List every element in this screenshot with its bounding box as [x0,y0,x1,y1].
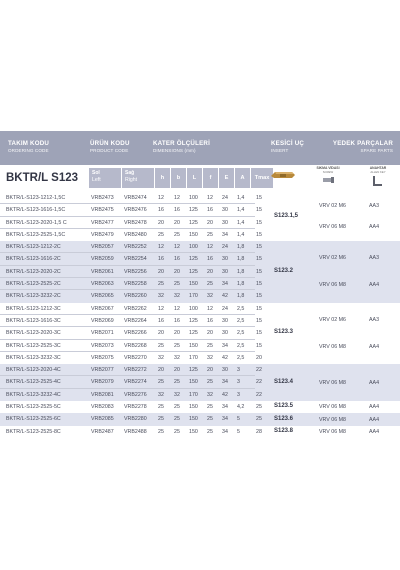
dimension-cell: 170 [189,391,198,398]
ordering-code-cell: BKTR/L-S123-1616-2C [6,256,61,263]
dimension-cell: 125 [189,219,198,226]
dimension-cell: 12 [207,195,213,201]
product-code-cell: VRB2478 [124,219,147,226]
row-group [0,413,400,425]
product-code-cell: VRB2474 [124,195,147,201]
dimension-cell: 20 [158,268,164,275]
header-dimensions [153,140,210,153]
dimension-cell: 15 [256,293,262,300]
table-row [0,303,400,315]
dimension-cell: 25 [174,342,180,349]
header-ordering-sub: ORDERING CODE [8,148,49,153]
header-spare-parts [331,140,393,153]
dimension-cell: 1,8 [237,281,245,288]
screw-code: VRV 06 M8 [319,282,346,289]
dimension-cell: 125 [189,330,198,337]
dimension-cell: 25 [256,416,262,423]
dimension-cell: 15 [256,281,262,288]
product-code-cell: VRB2274 [124,379,147,386]
dimension-cell: 3 [237,391,240,398]
table-row [0,352,400,364]
dimension-cell: 32 [207,293,213,300]
screw-part-sub: SCREW [322,170,334,174]
dimension-cell: 20 [207,367,213,374]
dimension-cell: 25 [174,428,180,435]
dimension-cell: 20 [174,268,180,275]
product-code-cell: VRB2264 [124,317,147,324]
dimension-cell: 25 [158,342,164,349]
left-hand-head [89,168,121,188]
dimension-cell: 30 [222,219,228,226]
dimension-cell: 34 [222,231,228,238]
product-code-cell: VRB2256 [124,268,147,275]
table-row [0,327,400,339]
dimension-cell: 34 [222,404,228,411]
key-code: AA4 [369,404,380,411]
dimension-cell: 22 [256,367,262,374]
header-spares-main: YEDEK PARÇALAR [332,140,393,147]
product-code-cell: VRB2254 [124,256,147,263]
ordering-code-cell: BKTR/L-S123-3232-4C [6,391,61,398]
dimension-cell: 20 [207,268,213,275]
dimension-cell: 25 [158,416,164,423]
dimension-cell: 12 [158,305,164,312]
row-group [0,303,400,365]
dimension-cell: 42 [222,354,228,361]
dimension-cell: 30 [222,268,228,275]
dimension-cell: 32 [174,391,180,398]
dimension-cell: 12 [174,195,180,201]
dimension-cell: 2,5 [237,354,245,361]
dimension-cell: 24 [222,195,228,201]
dimension-cell: 16 [174,256,180,263]
dimension-cell: 34 [222,379,228,386]
dim-head-a: A [235,168,250,188]
key-part-sub: ALLEN KEY [370,170,386,174]
product-code-cell: VRB2079 [91,379,114,386]
dimension-cell: 1,4 [237,195,245,201]
product-code-cell: VRB2260 [124,293,147,300]
ordering-code-cell: BKTR/L-S123-2020-3C [6,330,61,337]
dimension-cell: 30 [222,367,228,374]
dimension-cell: 16 [174,207,180,214]
dimension-cell: 170 [189,293,198,300]
header-ordering-code [8,140,49,153]
product-code-cell: VRB2065 [91,293,114,300]
screw-code: VRV 06 M8 [319,343,346,350]
dimension-cell: 25 [207,231,213,238]
table-row [0,290,400,302]
dimension-cell: 2,5 [237,342,245,349]
dimension-cell: 20 [207,219,213,226]
dimension-cell: 25 [207,428,213,435]
dimension-cell: 42 [222,391,228,398]
allen-key-icon [371,175,385,187]
dimension-cell: 125 [189,256,198,263]
product-code-cell: VRB2477 [91,219,114,226]
product-code-cell: VRB2252 [124,244,147,251]
dim-head-f: f [203,168,218,188]
ordering-code-cell: BKTR/L-S123-2525-3C [6,342,61,349]
dimension-cell: 32 [158,391,164,398]
dimension-cell: 15 [256,244,262,251]
dimension-cell: 5 [237,416,240,423]
dimension-cell: 20 [158,367,164,374]
ordering-code-cell: BKTR/L-S123-1212-1,5C [6,195,66,201]
dimension-cell: 42 [222,293,228,300]
dimension-cell: 12 [207,244,213,251]
ordering-code-cell: BKTR/L-S123-2525-1,5C [6,231,66,238]
left-hand-label: Sol [92,170,100,176]
dimension-cell: 12 [174,244,180,251]
ordering-code-cell: BKTR/L-S123-2525-6C [6,416,61,423]
dimension-cell: 34 [222,342,228,349]
dimension-cell: 20 [174,367,180,374]
dimension-cell: 25 [207,379,213,386]
key-code: AA4 [369,428,380,435]
table-row [0,229,400,241]
dimension-cell: 12 [158,244,164,251]
screw-code: VRV 02 M6 [319,255,346,262]
screw-part [314,166,342,188]
dimension-cell: 22 [256,379,262,386]
dimension-cell: 125 [189,207,198,214]
header-insert-sub: INSERT [271,148,289,153]
dimension-cell: 100 [189,195,198,201]
dimension-cell: 16 [207,256,213,263]
product-code-cell: VRB2061 [91,268,114,275]
dimension-cell: 15 [256,268,262,275]
screw-code: VRV 02 M6 [319,316,346,323]
dimension-cell: 32 [174,354,180,361]
key-code: AA4 [369,282,380,289]
table-row [0,389,400,401]
key-code: AA3 [369,202,380,209]
dimension-cell: 25 [158,281,164,288]
dimension-cell: 5 [237,428,240,435]
dim-head-e: E [219,168,234,188]
dim-head-h: h [155,168,170,188]
table-row [0,364,400,376]
insert-code: S123.3 [274,329,294,336]
product-code-cell: VRB2479 [91,231,114,238]
right-hand-label: Sağ [125,170,135,176]
insert-code: S123.5 [274,403,294,410]
dimension-cell: 15 [256,219,262,226]
product-code-cell: VRB2067 [91,305,114,312]
screw-part-label: SIKMA VİDASI [316,166,340,170]
header-product-sub: PRODUCT CODE [90,148,129,153]
series-title: BKTR/L S123 [6,172,79,184]
dimension-cell: 32 [158,293,164,300]
dimension-cell: 16 [158,317,164,324]
dimension-cell: 100 [189,244,198,251]
dimension-cell: 16 [207,317,213,324]
dimension-cell: 150 [189,416,198,423]
key-part [364,166,392,188]
dimension-cell: 15 [256,195,262,201]
dimension-cell: 2,5 [237,317,245,324]
product-code-cell: VRB2266 [124,330,147,337]
dimension-cell: 125 [189,367,198,374]
product-code-cell: VRB2480 [124,231,147,238]
ordering-code-cell: BKTR/L-S123-2525-5C [6,404,61,411]
header-dimensions-main: KATER ÖLÇÜLERİ [153,140,210,147]
dimension-cell: 32 [207,354,213,361]
dimension-cell: 15 [256,305,262,312]
header-product-code [90,140,130,153]
dimension-cell: 100 [189,305,198,312]
dimension-cell: 125 [189,317,198,324]
key-code: AA4 [369,379,380,386]
screw-code: VRV 06 M8 [319,224,346,231]
dimension-cell: 25 [207,342,213,349]
product-code-cell: VRB2071 [91,330,114,337]
insert-code: S123.8 [274,427,294,434]
dimension-cell: 20 [174,330,180,337]
dimension-cell: 32 [158,354,164,361]
product-code-cell: VRB2262 [124,305,147,312]
dimension-cell: 15 [256,342,262,349]
header-ordering-main: TAKIM KODU [8,140,50,147]
dimension-cell: 25 [158,231,164,238]
product-code-cell: VRB2268 [124,342,147,349]
dimension-cell: 2,5 [237,305,245,312]
header-insert [271,140,304,153]
dimension-cell: 34 [222,428,228,435]
header-product-main: ÜRÜN KODU [90,140,130,147]
dimension-cell: 1,8 [237,293,245,300]
dimension-cell: 30 [222,330,228,337]
dimension-cell: 25 [256,404,262,411]
screw-code: VRV 06 M8 [319,428,346,435]
dimension-cell: 32 [174,293,180,300]
product-code-cell: VRB2075 [91,354,114,361]
dimension-cell: 25 [207,416,213,423]
product-code-cell: VRB2083 [91,404,114,411]
key-code: AA4 [369,224,380,231]
product-code-cell: VRB2475 [91,207,114,214]
dimension-cell: 16 [207,207,213,214]
product-code-cell: VRB2085 [91,416,114,423]
ordering-code-cell: BKTR/L-S123-2020-1,5 C [6,219,67,226]
product-code-cell: VRB2059 [91,256,114,263]
row-group [0,241,400,303]
key-code: AA3 [369,316,380,323]
product-code-cell: VRB2063 [91,281,114,288]
dimension-cell: 125 [189,268,198,275]
product-code-cell: VRB2476 [124,207,147,214]
dimension-cell: 15 [256,256,262,263]
product-code-cell: VRB2487 [91,428,114,435]
dimension-cell: 150 [189,281,198,288]
dimension-cell: 20 [207,330,213,337]
product-code-cell: VRB2270 [124,354,147,361]
product-code-cell: VRB2272 [124,367,147,374]
dimension-cell: 16 [174,317,180,324]
key-code: AA3 [369,255,380,262]
dimension-cell: 16 [158,207,164,214]
row-group [0,426,400,438]
ordering-code-cell: BKTR/L-S123-3232-3C [6,354,61,361]
dimension-cell: 25 [174,416,180,423]
dimension-cell: 15 [256,207,262,214]
dimension-cell: 30 [222,256,228,263]
ordering-code-cell: BKTR/L-S123-2525-2C [6,281,61,288]
insert-code: S123.2 [274,267,294,274]
screw-code: VRV 06 M8 [319,404,346,411]
dimension-cell: 170 [189,354,198,361]
screw-code: VRV 02 M6 [319,202,346,209]
dimension-cell: 1,8 [237,244,245,251]
screw-code: VRV 06 M8 [319,416,346,423]
product-code-cell: VRB2081 [91,391,114,398]
dimension-cell: 28 [256,428,262,435]
dimension-cell: 25 [158,404,164,411]
insert-code: S123.6 [274,415,294,422]
dimension-cell: 1,8 [237,268,245,275]
screw-icon [321,175,335,187]
key-code: AA4 [369,416,380,423]
header-dimensions-sub: DIMENSIONS (mm) [153,148,196,153]
row-group [0,401,400,413]
product-code-cell: VRB2488 [124,428,147,435]
product-code-cell: VRB2077 [91,367,114,374]
key-part-label: ANAHTAR [369,166,387,170]
product-code-cell: VRB2280 [124,416,147,423]
right-hand-sub: Right [125,177,138,183]
product-code-cell: VRB2278 [124,404,147,411]
table-row [0,241,400,253]
dimension-cell: 25 [174,231,180,238]
dim-head-l: L [187,168,202,188]
dimension-cell: 15 [256,330,262,337]
row-group [0,364,400,401]
header-insert-main: KESİCİ UÇ [271,140,305,147]
dimension-cell: 12 [207,305,213,312]
dimension-cell: 20 [174,219,180,226]
dimension-cell: 2,5 [237,330,245,337]
dimension-cell: 12 [158,195,164,201]
dimension-cell: 34 [222,281,228,288]
dim-head-b: b [171,168,186,188]
ordering-code-cell: BKTR/L-S123-2020-4C [6,367,61,374]
dimension-cell: 25 [207,281,213,288]
dimension-cell: 22 [256,391,262,398]
dimension-cell: 150 [189,231,198,238]
dimension-cell: 32 [207,391,213,398]
dimension-cell: 1,4 [237,219,245,226]
ordering-code-cell: BKTR/L-S123-1616-3C [6,317,61,324]
insert-image [270,170,296,180]
ordering-code-cell: BKTR/L-S123-1212-3C [6,305,61,312]
row-group [0,192,400,241]
dimension-cell: 20 [158,219,164,226]
product-code-cell: VRB2069 [91,317,114,324]
ordering-code-cell: BKTR/L-S123-2525-8C [6,428,61,435]
table-row [0,266,400,278]
dimension-cell: 20 [256,354,262,361]
dimension-cell: 25 [174,404,180,411]
dimension-cell: 3 [237,379,240,386]
product-code-cell: VRB2073 [91,342,114,349]
ordering-code-cell: BKTR/L-S123-2020-2C [6,268,61,275]
dimension-cell: 150 [189,404,198,411]
product-code-cell: VRB2473 [91,195,114,201]
left-hand-sub: Left [92,177,101,183]
insert-code: S123.4 [274,378,294,385]
dimension-cell: 16 [158,256,164,263]
dimension-cell: 15 [256,231,262,238]
dimension-cell: 150 [189,379,198,386]
dimension-cell: 25 [174,281,180,288]
dimension-cell: 25 [174,379,180,386]
dimension-cell: 15 [256,317,262,324]
ordering-code-cell: BKTR/L-S123-1212-2C [6,244,61,251]
dimension-cell: 34 [222,416,228,423]
dimension-cell: 12 [174,305,180,312]
product-code-cell: VRB2057 [91,244,114,251]
dimension-cell: 30 [222,207,228,214]
insert-code: S123.1,5 [274,212,299,219]
dimension-cell: 4,2 [237,404,245,411]
header-spares-sub: SPARE PARTS [360,148,393,153]
screw-code: VRV 06 M8 [319,379,346,386]
dimension-cell: 3 [237,367,240,374]
dimension-cell: 25 [158,379,164,386]
dimension-cell: 30 [222,317,228,324]
key-code: AA4 [369,343,380,350]
product-code-cell: VRB2258 [124,281,147,288]
table-header [0,131,400,165]
dimension-cell: 1,4 [237,207,245,214]
product-code-cell: VRB2276 [124,391,147,398]
ordering-code-cell: BKTR/L-S123-3232-2C [6,293,61,300]
dimension-cell: 24 [222,244,228,251]
dimension-cell: 150 [189,342,198,349]
dimension-cell: 25 [158,428,164,435]
ordering-code-cell: BKTR/L-S123-2525-4C [6,379,61,386]
right-hand-head [122,168,154,188]
dimension-cell: 25 [207,404,213,411]
dimension-cell: 1,8 [237,256,245,263]
ordering-code-cell: BKTR/L-S123-1616-1,5C [6,207,66,214]
dim-head-tmax: Tmax [251,168,273,188]
dimension-cell: 20 [158,330,164,337]
dimension-cell: 24 [222,305,228,312]
dimension-cell: 150 [189,428,198,435]
dimension-cell: 1,4 [237,231,245,238]
